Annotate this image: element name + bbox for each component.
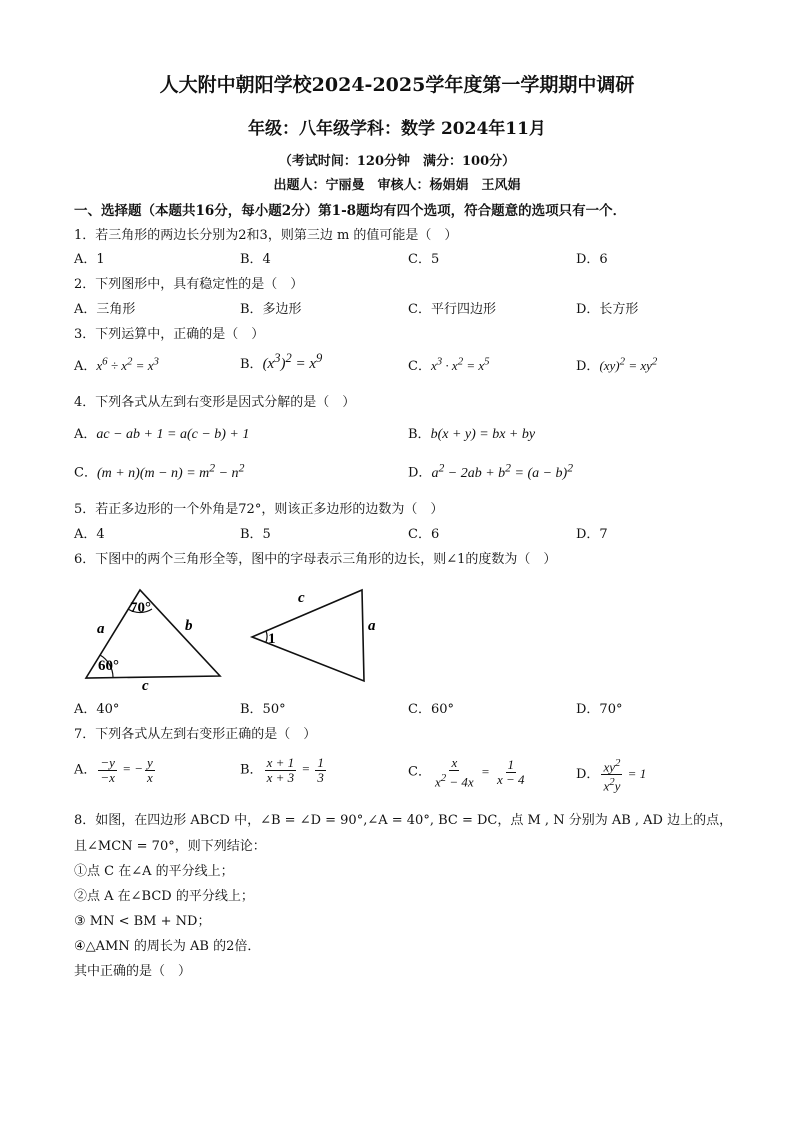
q1-option-a: A．1 (74, 252, 105, 267)
q3-option-a: A．$x^6 \div x^2 = x^3$ (74, 355, 159, 374)
angle-arc-1 (266, 631, 267, 642)
q3-option-c: C．$x^3 \cdot x^2 = x^5$ (408, 355, 490, 374)
section-heading: 一、选择题（本题共16分，每小题2分）第1-8题均有四个选项，符合题意的选项只有一个． (74, 203, 627, 219)
q6-option-a: A．40° (74, 702, 120, 717)
q8-statement-4: ④△AMN 的周长为 AB 的2倍． (74, 939, 261, 954)
q4-option-d: D．$a^2 - 2ab + b^2 = (a - b)^2$ (408, 461, 574, 481)
page-title: 人大附中朝阳学校2024-2025学年度第一学期期中调研 (159, 74, 635, 96)
q8-statement-3: ③ MN < BM + ND； (74, 914, 211, 929)
side-a-label: a (97, 621, 105, 637)
angle-1-label: 1 (268, 631, 276, 647)
q6-option-d: D．70° (576, 702, 623, 717)
side2-a-label: a (368, 618, 376, 634)
question-7-stem: 7．下列各式从左到右变形正确的是（ ） (74, 727, 317, 742)
q7-option-b: B． $\frac{x + 1}{x + 3}$ = $\frac{1}{3}$ (240, 755, 324, 785)
question-4-stem: 4．下列各式从左到右变形是因式分解的是（ ） (74, 395, 356, 410)
q6-option-b: B．50° (240, 702, 286, 717)
q2-option-d: D．长方形 (576, 302, 639, 317)
q7-option-d: D． $\frac{xy^2}{x^2y}$ = 1 (576, 757, 647, 794)
angle-60-label: 60° (98, 658, 119, 674)
q1-option-b: B．4 (240, 252, 271, 267)
exam-authors: 出题人：宁丽曼 审核人：杨娟娟 王风娟 (273, 178, 521, 193)
q4-option-b: B．b(x + y) = bx + by (408, 427, 536, 442)
q1-option-d: D．6 (576, 252, 608, 267)
q3-option-b: B．$(x^3)^2 = x^9$ (240, 351, 323, 372)
question-8-line-2: 且∠MCN = 70°，则下列结论： (74, 839, 266, 854)
congruent-triangles-figure (80, 585, 400, 695)
q7-option-c: C． $\frac{x}{x^2 - 4x}$ = $\frac{1}{x - 4}$ (408, 755, 525, 790)
q4-option-c: C．$(m + n)(m - n) = m^2 - n^2$ (74, 461, 245, 481)
question-6-stem: 6．下图中的两个三角形全等，图中的字母表示三角形的边长，则∠1的度数为（ ） (74, 552, 557, 567)
angle-70-label: 70° (130, 600, 151, 616)
question-3-stem: 3．下列运算中，正确的是（ ） (74, 327, 265, 342)
q2-option-c: C．平行四边形 (408, 302, 496, 317)
exam-info: （考试时间：120分钟 满分：100分） (278, 154, 516, 169)
q8-statement-1: ①点 C 在∠A 的平分线上； (74, 864, 234, 879)
page-subtitle: 年级：八年级学科：数学 2024年11月 (248, 119, 546, 139)
q5-option-b: B．5 (240, 527, 271, 542)
question-2-stem: 2．下列图形中，具有稳定性的是（ ） (74, 277, 304, 292)
q6-option-c: C．60° (408, 702, 454, 717)
q5-option-c: C．6 (408, 527, 440, 542)
q5-option-a: A．4 (74, 527, 105, 542)
q3-option-d: D．$(xy)^2 = xy^2$ (576, 355, 658, 374)
q2-option-a: A．三角形 (74, 302, 136, 317)
question-8-line-1: 8．如图，在四边形 ABCD 中，∠B = ∠D = 90°,∠A = 40°, BC = DC，点 M , N 分别为 AB , AD 边上的点， (74, 813, 733, 828)
question-1-stem: 1．若三角形的两边长分别为2和3，则第三边 m 的值可能是（ ） (74, 228, 458, 243)
q4-option-a: A．ac − ab + 1 = a(c − b) + 1 (74, 427, 250, 442)
question-5-stem: 5．若正多边形的一个外角是72°，则该正多边形的边数为（ ） (74, 502, 444, 517)
q7-option-a: A． $\frac{-y}{-x}$ = − $\frac{y}{x}$ (74, 755, 153, 785)
q8-statement-2: ②点 A 在∠BCD 的平分线上； (74, 889, 254, 904)
side-c-label: c (142, 678, 149, 694)
side2-c-label: c (298, 590, 305, 606)
side-b-label: b (185, 618, 193, 634)
q8-answer-prompt: 其中正确的是（ ） (74, 964, 192, 979)
q1-option-c: C．5 (408, 252, 440, 267)
q5-option-d: D．7 (576, 527, 608, 542)
q2-option-b: B．多边形 (240, 302, 302, 317)
